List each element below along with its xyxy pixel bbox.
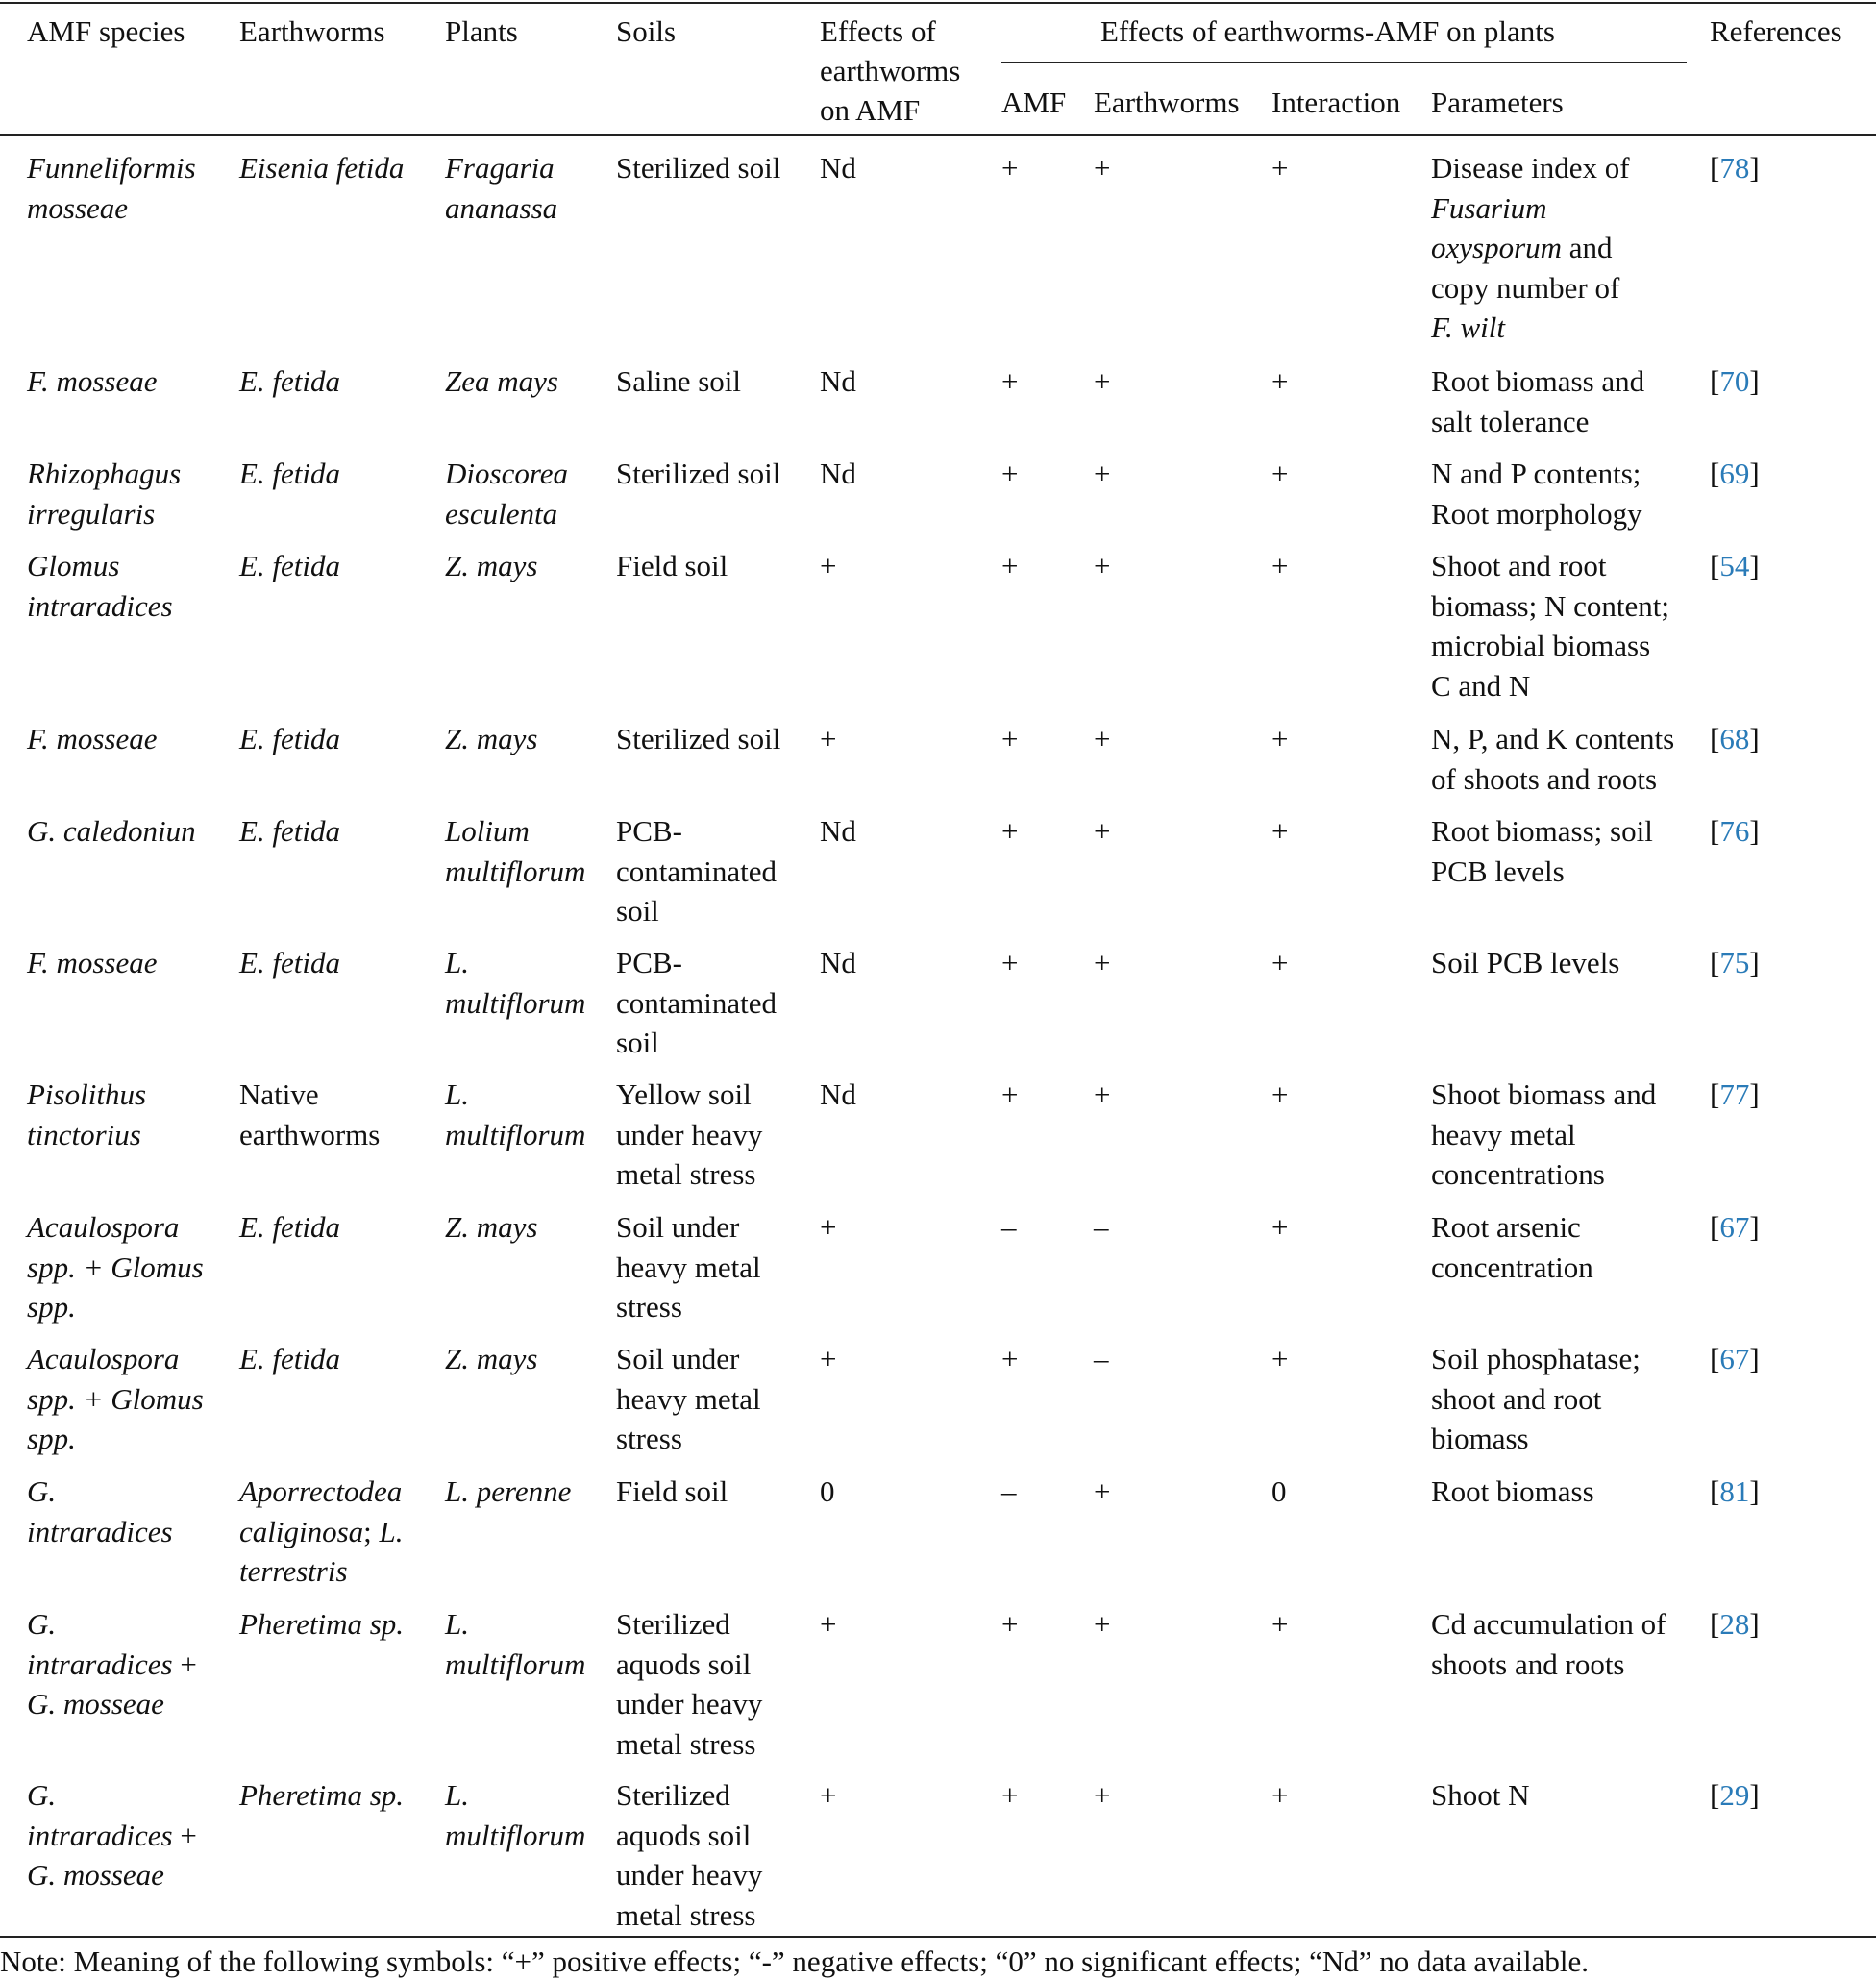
plants-cell: Z. mays <box>445 722 538 755</box>
reference-cell: [68] <box>1710 722 1760 755</box>
amf-effect-cell: + <box>1001 151 1019 185</box>
effects-on-amf-cell: Nd <box>820 457 856 490</box>
plants-cell: Fragaria ananassa <box>445 151 558 225</box>
earthworms-effect-cell: + <box>1094 1607 1111 1641</box>
earthworms-effect-cell: + <box>1094 814 1111 848</box>
reference-cell: [28] <box>1710 1607 1760 1641</box>
amf-species-cell: G. intraradices <box>27 1474 173 1548</box>
amf-species-cell: Acaulospora spp. + Glomus spp. <box>27 1210 204 1324</box>
interaction-effect-cell: + <box>1271 457 1289 490</box>
soils-cell: Sterilized soil <box>616 151 781 185</box>
parameters-cell: Shoot N <box>1431 1778 1530 1812</box>
plants-cell: Dioscorea esculenta <box>445 457 568 531</box>
effects-on-amf-cell: + <box>820 549 837 582</box>
header-sub-amf: AMF <box>1001 86 1067 119</box>
reference-link[interactable]: 28 <box>1719 1607 1750 1641</box>
reference-link[interactable]: 69 <box>1719 457 1750 490</box>
parameters-cell: N and P contents; Root morphology <box>1431 457 1642 531</box>
earthworms-effect-cell: + <box>1094 151 1111 185</box>
earthworms-cell: Eisenia fetida <box>239 151 405 185</box>
earthworms-cell: Aporrectodea caliginosa; L. terrestris <box>239 1474 404 1588</box>
amf-effect-cell: – <box>1001 1474 1017 1508</box>
reference-link[interactable]: 54 <box>1719 549 1750 582</box>
earthworms-cell: E. fetida <box>239 549 341 582</box>
reference-cell: [29] <box>1710 1778 1760 1812</box>
interaction-effect-cell: + <box>1271 722 1289 755</box>
earthworms-effect-cell: + <box>1094 722 1111 755</box>
parameters-cell: Root biomass and salt tolerance <box>1431 364 1645 438</box>
reference-link[interactable]: 76 <box>1719 814 1750 848</box>
earthworms-effect-cell: + <box>1094 1077 1111 1111</box>
interaction-effect-cell: + <box>1271 364 1289 398</box>
header-soils: Soils <box>616 14 677 48</box>
table-note: Note: Meaning of the following symbols: “+” positive effects; “-” negative effects; “0” no significant effects; “Nd” no data available. <box>0 1944 1590 1978</box>
reference-link[interactable]: 67 <box>1719 1342 1750 1375</box>
interaction-effect-cell: + <box>1271 814 1289 848</box>
earthworms-effect-cell: – <box>1094 1342 1109 1375</box>
soils-cell: PCB- contaminated soil <box>616 946 777 1059</box>
reference-cell: [81] <box>1710 1474 1760 1508</box>
soils-cell: Sterilized aquods soil under heavy metal stress <box>616 1607 763 1761</box>
amf-effect-cell: – <box>1001 1210 1017 1244</box>
amf-effect-cell: + <box>1001 1342 1019 1375</box>
amf-species-cell: Rhizophagus irregularis <box>27 457 182 531</box>
reference-cell: [78] <box>1710 151 1760 185</box>
plants-cell: L. multiflorum <box>445 946 586 1020</box>
parameters-cell: N, P, and K contents of shoots and roots <box>1431 722 1675 796</box>
parameters-cell: Soil phosphatase; shoot and root biomass <box>1431 1342 1641 1455</box>
plants-cell: Lolium multiflorum <box>445 814 586 888</box>
amf-species-cell: G. intraradices + G. mosseae <box>27 1778 197 1892</box>
header-effects-earthworms-on-amf: Effects of earthworms on AMF <box>820 14 961 127</box>
parameters-cell: Cd accumulation of shoots and roots <box>1431 1607 1666 1681</box>
amf-effect-cell: + <box>1001 1778 1019 1812</box>
soils-cell: Soil under heavy metal stress <box>616 1342 761 1455</box>
earthworms-cell: E. fetida <box>239 814 341 848</box>
interaction-effect-cell: + <box>1271 1778 1289 1812</box>
effects-on-amf-cell: Nd <box>820 946 856 979</box>
parameters-cell: Root biomass <box>1431 1474 1594 1508</box>
amf-effect-cell: + <box>1001 946 1019 979</box>
soils-cell: Field soil <box>616 1474 728 1508</box>
reference-cell: [69] <box>1710 457 1760 490</box>
plants-cell: L. multiflorum <box>445 1607 586 1681</box>
effects-on-amf-cell: + <box>820 1778 837 1812</box>
reference-cell: [67] <box>1710 1210 1760 1244</box>
amf-effect-cell: + <box>1001 364 1019 398</box>
soils-cell: Field soil <box>616 549 728 582</box>
plants-cell: Zea mays <box>445 364 558 398</box>
interaction-effect-cell: + <box>1271 1607 1289 1641</box>
earthworms-effect-cell: – <box>1094 1210 1109 1244</box>
effects-on-amf-cell: Nd <box>820 151 856 185</box>
soils-cell: Saline soil <box>616 364 742 398</box>
earthworms-effect-cell: + <box>1094 364 1111 398</box>
reference-link[interactable]: 68 <box>1719 722 1750 755</box>
interaction-effect-cell: + <box>1271 1210 1289 1244</box>
earthworms-cell: E. fetida <box>239 722 341 755</box>
header-bottom-rule <box>0 134 1876 136</box>
parameters-cell: Root biomass; soil PCB levels <box>1431 814 1653 888</box>
earthworms-cell: E. fetida <box>239 457 341 490</box>
parameters-cell: Shoot biomass and heavy metal concentrations <box>1431 1077 1657 1191</box>
header-plants: Plants <box>445 14 518 48</box>
reference-cell: [76] <box>1710 814 1760 848</box>
reference-cell: [54] <box>1710 549 1760 582</box>
effects-on-amf-cell: + <box>820 1342 837 1375</box>
earthworms-cell: Native earthworms <box>239 1077 381 1151</box>
amf-species-cell: G. caledoniun <box>27 814 196 848</box>
amf-species-cell: F. mosseae <box>27 364 158 398</box>
effects-on-amf-cell: + <box>820 1210 837 1244</box>
header-sub-earthworms: Earthworms <box>1094 86 1240 119</box>
interaction-effect-cell: + <box>1271 1342 1289 1375</box>
interaction-effect-cell: + <box>1271 151 1289 185</box>
amf-effect-cell: + <box>1001 549 1019 582</box>
effects-on-amf-cell: Nd <box>820 1077 856 1111</box>
reference-cell: [75] <box>1710 946 1760 979</box>
reference-link[interactable]: 77 <box>1719 1077 1750 1111</box>
reference-cell: [70] <box>1710 364 1760 398</box>
interaction-effect-cell: + <box>1271 549 1289 582</box>
plants-cell: L. multiflorum <box>445 1077 586 1151</box>
amf-species-cell: F. mosseae <box>27 946 158 979</box>
soils-cell: Sterilized aquods soil under heavy metal stress <box>616 1778 763 1932</box>
earthworms-cell: E. fetida <box>239 946 341 979</box>
group-header-rule <box>1001 62 1687 63</box>
amf-species-cell: Glomus intraradices <box>27 549 173 623</box>
amf-effect-cell: + <box>1001 722 1019 755</box>
earthworms-cell: E. fetida <box>239 1342 341 1375</box>
amf-effect-cell: + <box>1001 457 1019 490</box>
reference-link[interactable]: 75 <box>1719 946 1750 979</box>
amf-species-cell: Acaulospora spp. + Glomus spp. <box>27 1342 204 1455</box>
earthworms-cell: Pheretima sp. <box>239 1607 405 1641</box>
amf-species-cell: Pisolithus tinctorius <box>27 1077 147 1151</box>
earthworms-effect-cell: + <box>1094 946 1111 979</box>
interaction-effect-cell: + <box>1271 946 1289 979</box>
reference-link[interactable]: 67 <box>1719 1210 1750 1244</box>
amf-effect-cell: + <box>1001 1077 1019 1111</box>
reference-cell: [67] <box>1710 1342 1760 1375</box>
interaction-effect-cell: + <box>1271 1077 1289 1111</box>
header-references: References <box>1710 14 1842 48</box>
reference-link[interactable]: 81 <box>1719 1474 1750 1508</box>
soils-cell: Sterilized soil <box>616 457 781 490</box>
soils-cell: Sterilized soil <box>616 722 781 755</box>
header-amf-species: AMF species <box>27 14 185 48</box>
header-sub-interaction: Interaction <box>1271 86 1401 119</box>
amf-effect-cell: + <box>1001 814 1019 848</box>
soils-cell: Yellow soil under heavy metal stress <box>616 1077 763 1191</box>
earthworms-effect-cell: + <box>1094 549 1111 582</box>
amf-species-cell: Funneliformis mosseae <box>27 151 196 225</box>
reference-link[interactable]: 29 <box>1719 1778 1750 1812</box>
effects-on-amf-cell: 0 <box>820 1474 835 1508</box>
reference-link[interactable]: 70 <box>1719 364 1750 398</box>
parameters-cell: Shoot and root biomass; N content; microbial biomass C and N <box>1431 549 1669 703</box>
earthworms-cell: E. fetida <box>239 1210 341 1244</box>
plants-cell: L. perenne <box>445 1474 572 1508</box>
amf-species-cell: F. mosseae <box>27 722 158 755</box>
soils-cell: Soil under heavy metal stress <box>616 1210 761 1324</box>
earthworms-cell: Pheretima sp. <box>239 1778 405 1812</box>
plants-cell: L. multiflorum <box>445 1778 586 1852</box>
earthworms-effect-cell: + <box>1094 1778 1111 1812</box>
earthworms-effect-cell: + <box>1094 457 1111 490</box>
table-top-rule <box>0 2 1876 4</box>
plants-cell: Z. mays <box>445 1210 538 1244</box>
amf-species-cell: G. intraradices + G. mosseae <box>27 1607 197 1721</box>
parameters-cell: Disease index of Fusarium oxysporum and copy number of F. wilt <box>1431 151 1630 344</box>
interaction-effect-cell: 0 <box>1271 1474 1287 1508</box>
effects-on-amf-cell: Nd <box>820 814 856 848</box>
earthworms-effect-cell: + <box>1094 1474 1111 1508</box>
plants-cell: Z. mays <box>445 549 538 582</box>
table-bottom-rule <box>0 1936 1876 1938</box>
reference-cell: [77] <box>1710 1077 1760 1111</box>
reference-link[interactable]: 78 <box>1719 151 1750 185</box>
parameters-cell: Root arsenic concentration <box>1431 1210 1593 1284</box>
effects-on-amf-cell: + <box>820 1607 837 1641</box>
effects-on-amf-cell: Nd <box>820 364 856 398</box>
amf-effect-cell: + <box>1001 1607 1019 1641</box>
effects-on-amf-cell: + <box>820 722 837 755</box>
earthworms-cell: E. fetida <box>239 364 341 398</box>
plants-cell: Z. mays <box>445 1342 538 1375</box>
header-group-effects-on-plants: Effects of earthworms-AMF on plants <box>1100 14 1555 48</box>
header-sub-parameters: Parameters <box>1431 86 1564 119</box>
soils-cell: PCB- contaminated soil <box>616 814 777 928</box>
parameters-cell: Soil PCB levels <box>1431 946 1620 979</box>
header-earthworms: Earthworms <box>239 14 385 48</box>
